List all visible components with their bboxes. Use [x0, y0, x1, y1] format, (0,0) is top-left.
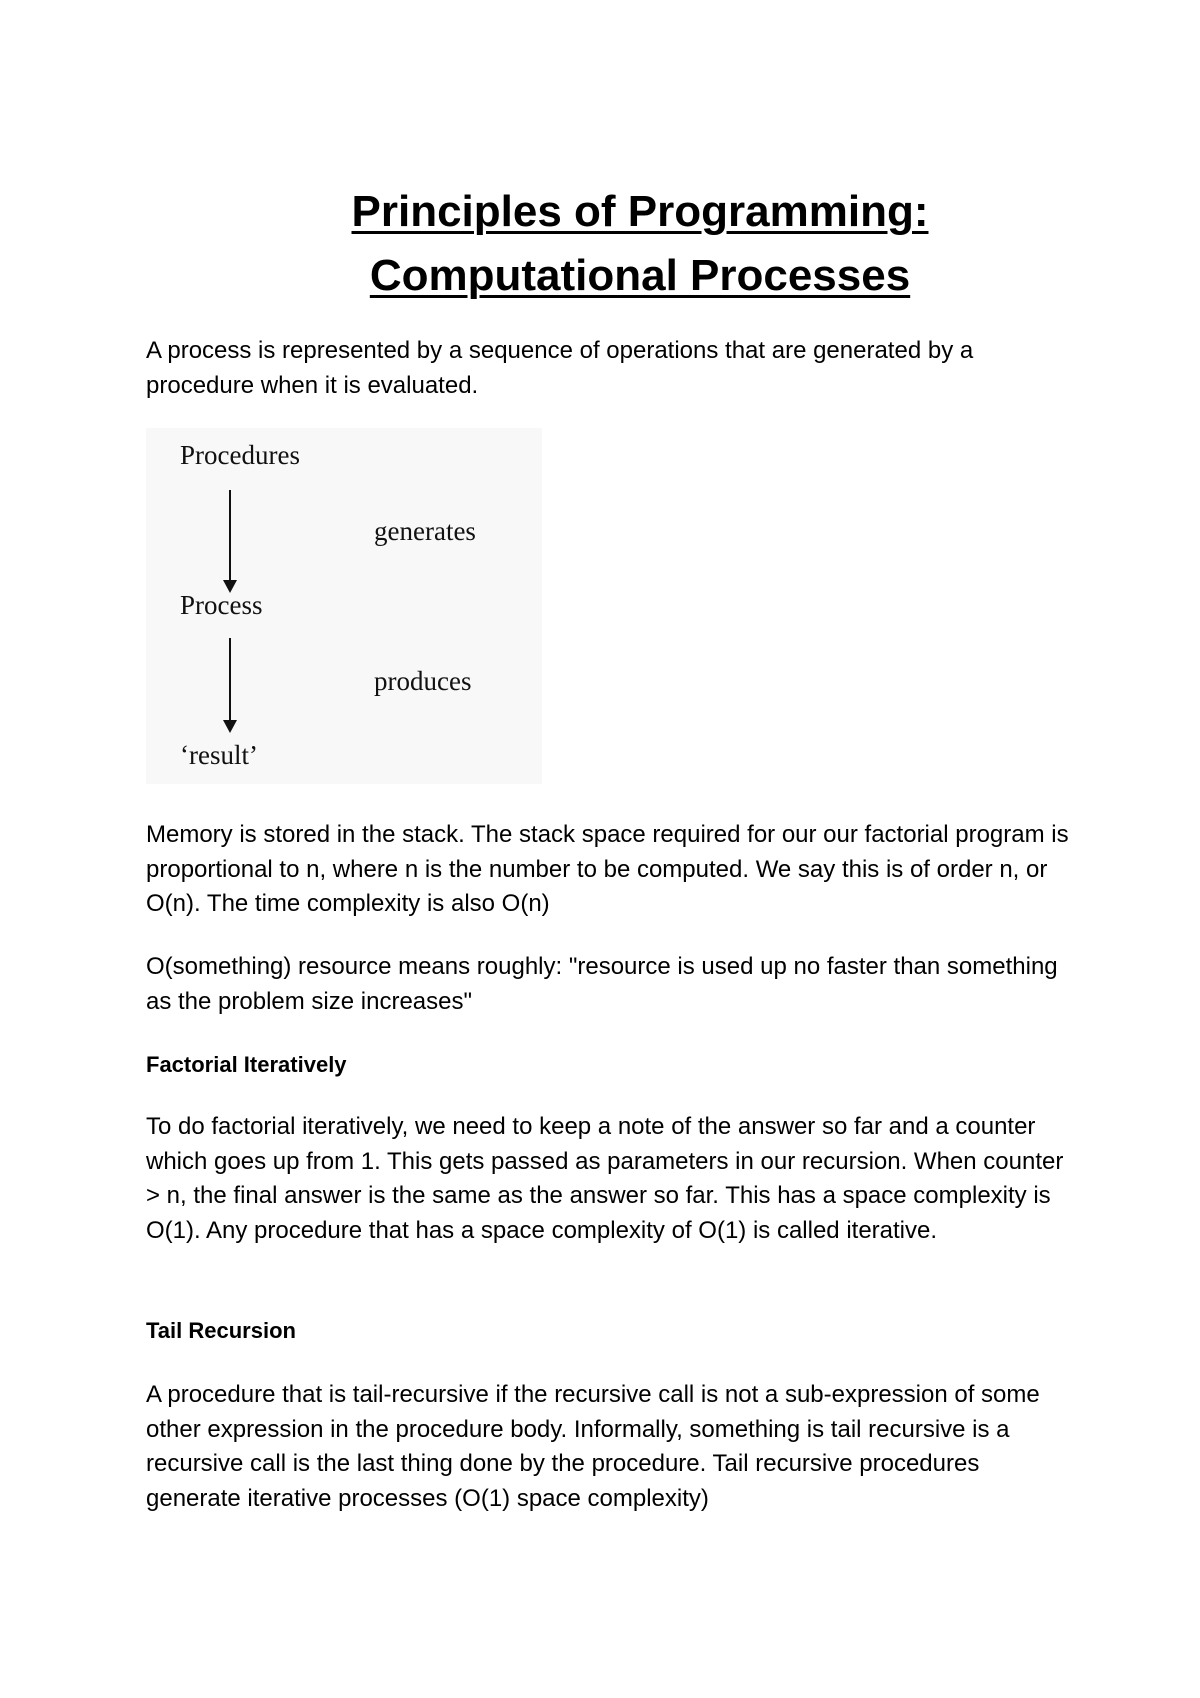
process-diagram: [146, 428, 542, 784]
page-title: [0, 180, 1200, 308]
tail-recursion-heading: Tail Recursion: [146, 1318, 296, 1343]
tail-recursion-paragraph: A procedure that is tail-recursive if the recursive call is not a sub-expression of some other expression in the procedure body. Informally, something is tail recursive is a recursive call is the last thing done by the procedure. Tail recursive procedures generate iterative processes (O(1) space complexity): [146, 1381, 1040, 1512]
title-line-1: Principles of Programming:: [351, 187, 929, 236]
intro-paragraph: A process is represented by a sequence of operations that are generated by a procedure when it is evaluated.: [146, 337, 974, 399]
diagram-node-procedures: Procedures: [180, 440, 300, 470]
diagram-node-result: ‘result’: [180, 740, 258, 770]
factorial-iteratively-heading: Factorial Iteratively: [146, 1052, 347, 1077]
big-o-paragraph: O(something) resource means roughly: "resource is used up no faster than something as the problem size increases": [146, 953, 1058, 1015]
diagram-node-process: Process: [180, 590, 263, 620]
memory-paragraph: Memory is stored in the stack. The stack space required for our our factorial program is proportional to n, where n is the number to be computed. We say this is of order n, or O(n). The time complexity is also O(n): [146, 821, 1069, 917]
arrow-produces-head: [223, 720, 237, 733]
title-line-2: Computational Processes: [369, 251, 911, 300]
diagram-edge-produces: produces: [374, 666, 472, 696]
diagram-edge-generates: generates: [374, 516, 476, 546]
factorial-iteratively-paragraph: To do factorial iteratively, we need to keep a note of the answer so far and a counter which goes up from 1. This gets passed as parameters in our recursion. When counter > n, the final answer is the same as the answer so far. This has a space complexity is O(1). Any procedure that has a space complexity of O(1) is called iterative.: [146, 1113, 1064, 1244]
